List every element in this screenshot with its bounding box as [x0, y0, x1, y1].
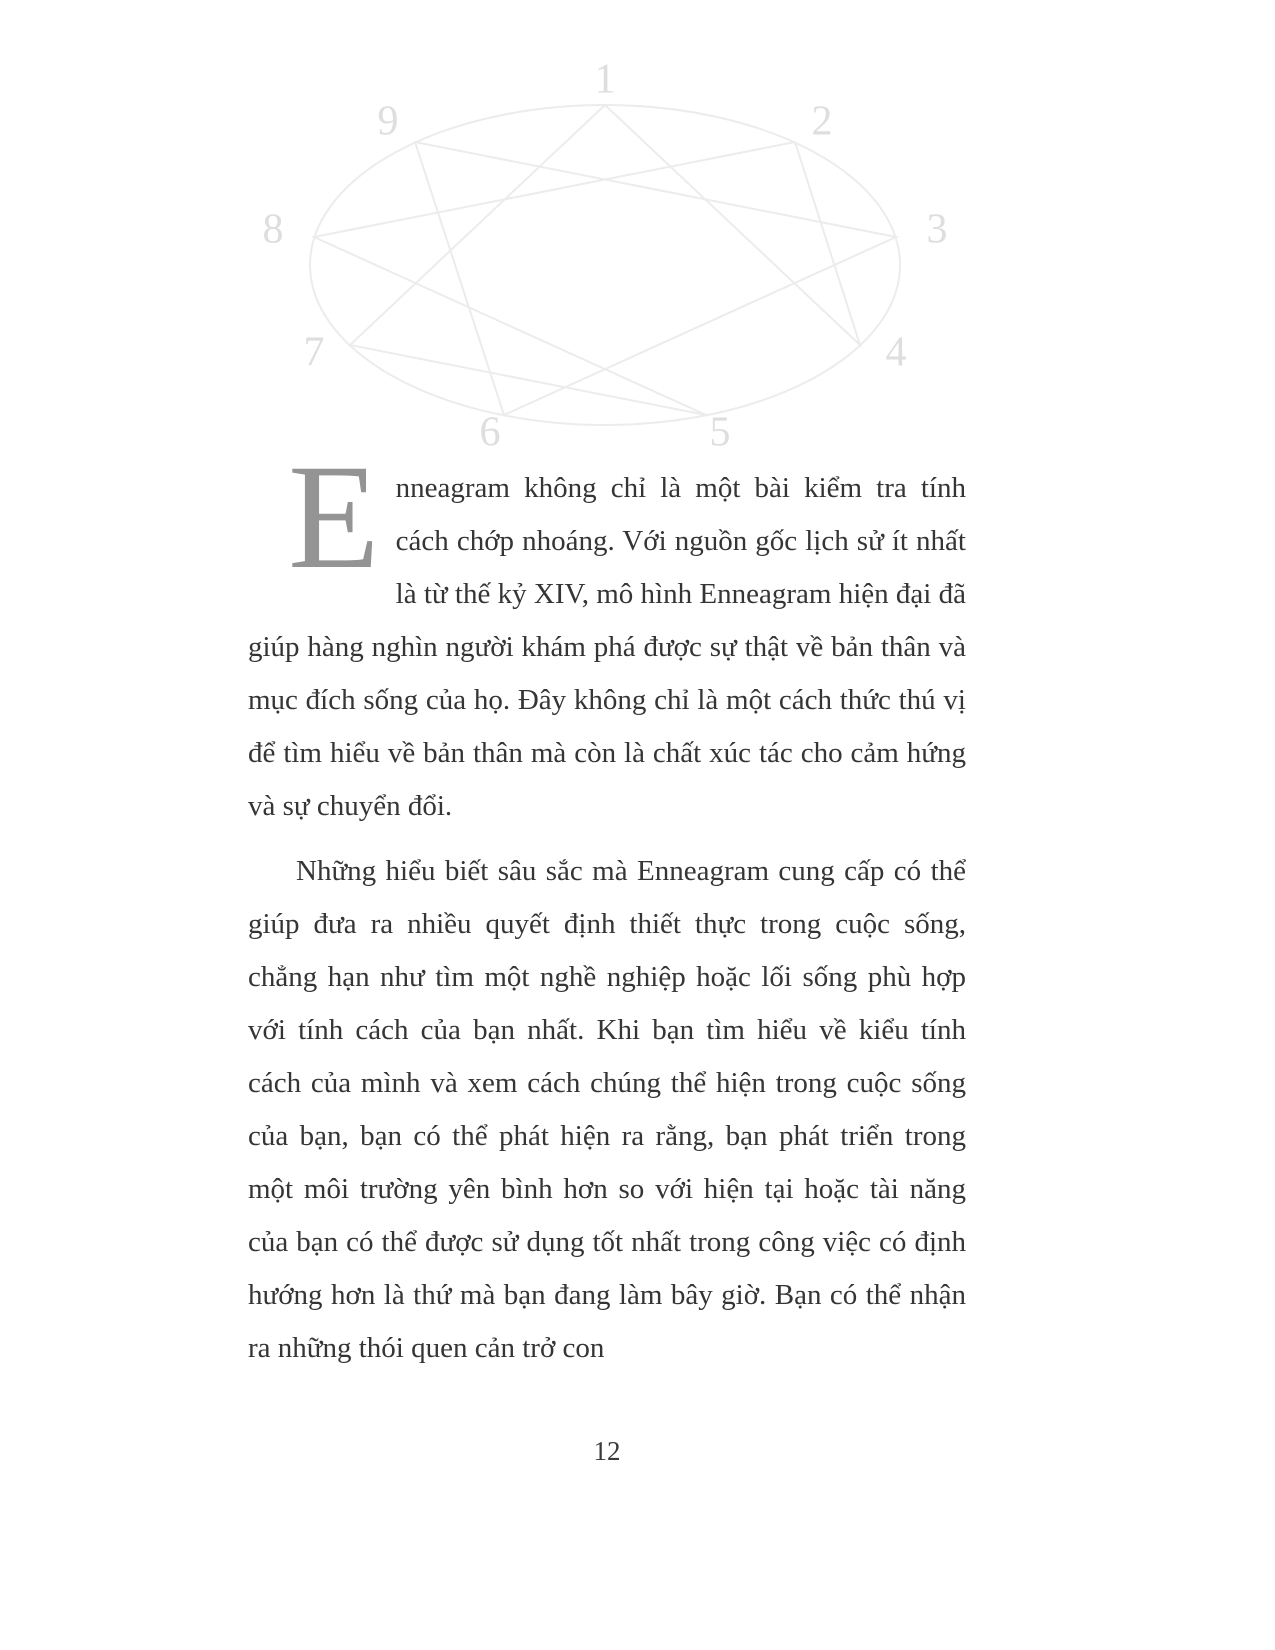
- enneagram-number-label: 7: [303, 329, 325, 376]
- drop-cap: E: [288, 434, 380, 600]
- enneagram-number-label: 1: [594, 56, 616, 103]
- page-number: 12: [593, 1436, 621, 1466]
- paragraph-text: Những hiểu biết sâu sắc mà Enneagram cung cấp có thể giúp đưa ra nhiều quyết định thiết thực trong cuộc sống, chẳng hạn như tìm một nghề nghiệp hoặc lối sống phù hợp với tính cách của bạn nhất. Khi bạn tìm hiểu về kiểu tính cách của mình và xem cách chúng thể hiện trong cuộc sống của bạn, bạn có thể phát hiện ra rằng, bạn phát triển trong một môi trường yên bình hơn so với hiện tại hoặc tài năng của bạn có thể được sử dụng tốt nhất trong công việc có định hướng hơn là thứ mà bạn đang làm bây giờ. Bạn có thể nhận ra những thói quen cản trở con: [248, 855, 966, 1364]
- enneagram-diagram: [255, 50, 955, 470]
- enneagram-number-label: 3: [926, 206, 948, 253]
- enneagram-number-label: 6: [479, 409, 501, 456]
- enneagram-number-label: 5: [709, 409, 731, 456]
- enneagram-number-label: 9: [377, 98, 399, 145]
- enneagram-triangle: [415, 142, 896, 415]
- enneagram-circle: [310, 105, 900, 425]
- enneagram-number-label: 4: [885, 329, 907, 376]
- enneagram-number-label: 2: [811, 98, 833, 145]
- paragraph: [248, 845, 966, 1375]
- paragraph-text: nneagram không chỉ là một bài kiểm tra tính cách chớp nhoáng. Với nguồn gốc lịch sử ít nhất là từ thế kỷ XIV, mô hình Enneagram hiện đại đã giúp hàng nghìn người khám phá được sự thật về bản thân và mục đích sống của họ. Đây không chỉ là một cách thức thú vị để tìm hiểu về bản thân mà còn là chất xúc tác cho cảm hứng và sự chuyển đổi.: [248, 472, 966, 822]
- paragraph: [248, 434, 966, 833]
- enneagram-number-label: 8: [262, 206, 284, 253]
- page-body-text: [248, 434, 966, 1375]
